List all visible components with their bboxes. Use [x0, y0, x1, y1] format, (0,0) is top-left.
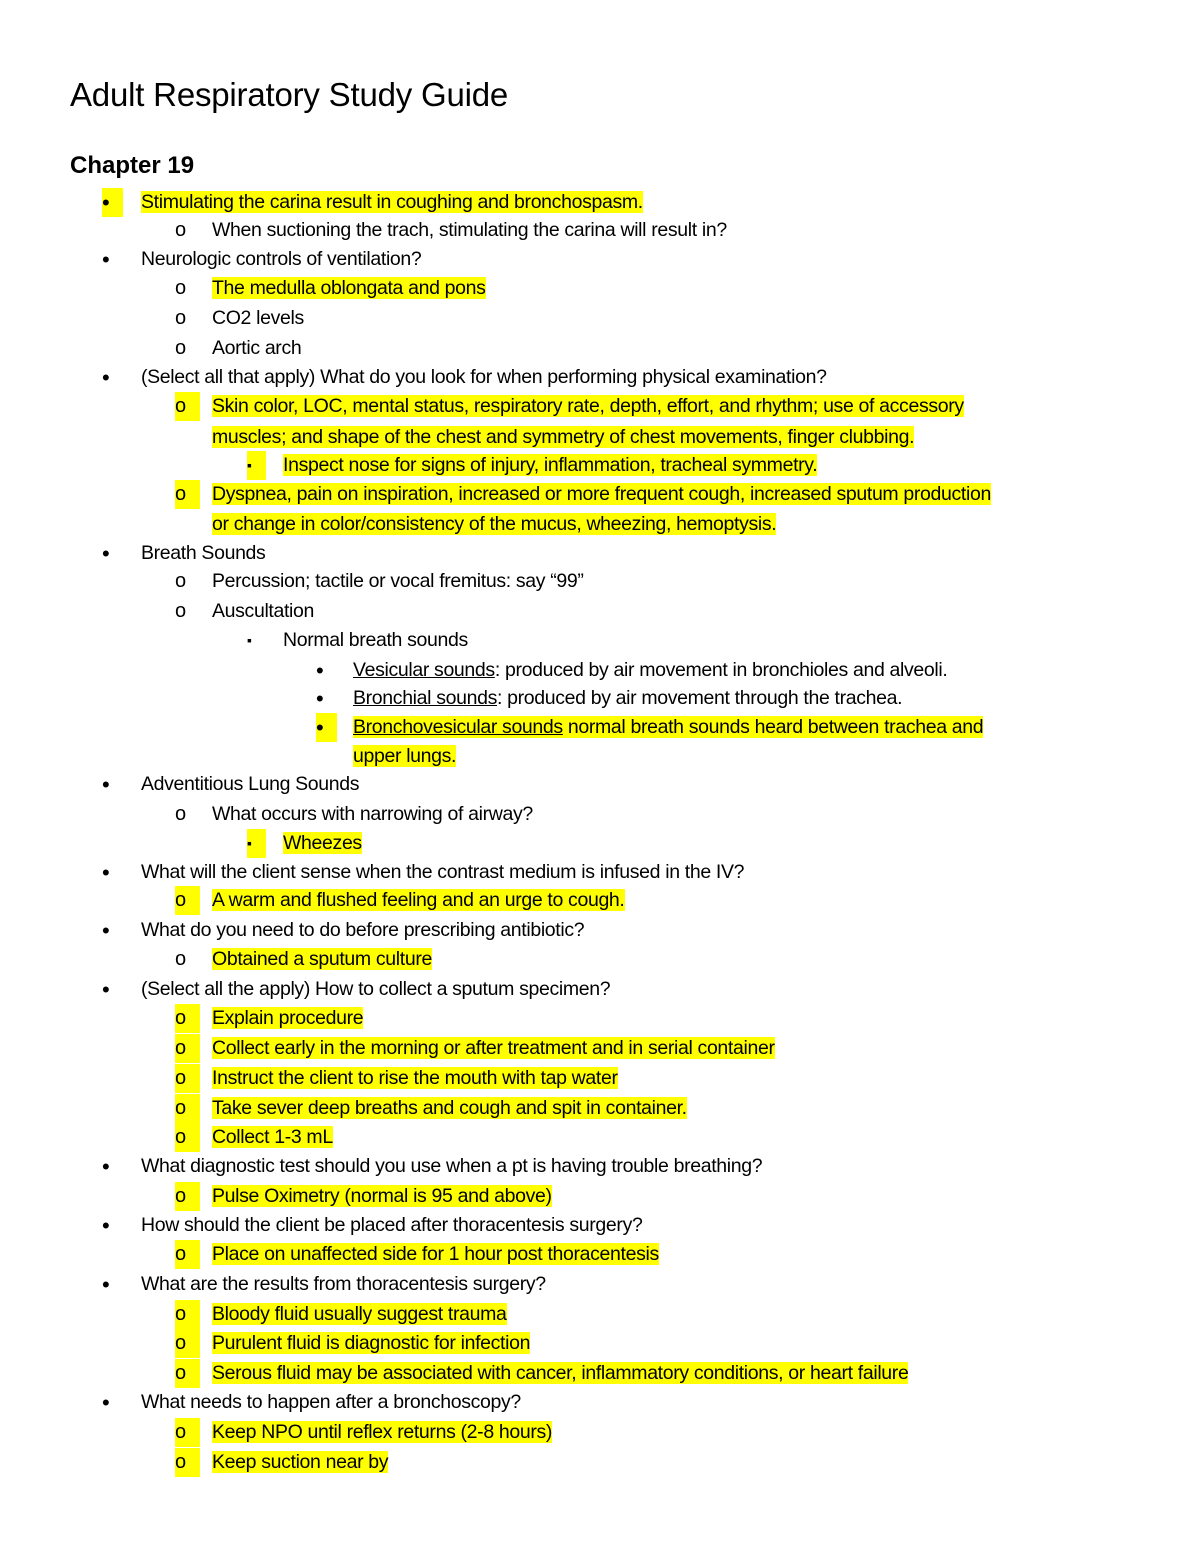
list-item-text: [212, 1359, 908, 1388]
list-item: [0, 945, 1200, 974]
list-bullet-icon: o: [175, 1004, 200, 1033]
list-item-text: [141, 1388, 521, 1417]
list-bullet-icon: •: [102, 772, 110, 797]
list-item-content: Inspect nose for signs of injury, inflammation, tracheal symmetry.: [283, 454, 818, 476]
list-item: [0, 539, 1200, 568]
list-item-text: [212, 1034, 775, 1063]
list-item-text: [353, 713, 983, 742]
list-bullet-icon: •: [102, 365, 110, 390]
list-bullet-icon: o: [175, 1329, 200, 1358]
list-item-text: [353, 656, 947, 685]
list-item-text: [212, 274, 486, 303]
list-item: [0, 1123, 1200, 1152]
list-item-content: Serous fluid may be associated with cancer, inflammatory conditions, or heart failure: [212, 1362, 909, 1384]
list-item-content: Bloody fluid usually suggest trauma: [212, 1303, 507, 1325]
list-bullet-icon: •: [102, 1272, 110, 1297]
list-item-text: [212, 216, 727, 245]
list-bullet-icon: o: [175, 1123, 200, 1152]
list-item-content: Collect 1-3 mL: [212, 1126, 333, 1148]
list-item-content: The medulla oblongata and pons: [212, 277, 486, 299]
list-item: [0, 1240, 1200, 1269]
list-item: [0, 1359, 1200, 1388]
list-item-text: [283, 829, 362, 858]
list-item-text: [212, 423, 914, 452]
list-item-content: Dyspnea, pain on inspiration, increased or more frequent cough, increased sputum production: [212, 483, 991, 505]
list-bullet-icon: •: [316, 658, 324, 683]
list-item-content: What needs to happen after a bronchoscopy?: [141, 1391, 521, 1413]
chapter-heading: Chapter 19: [70, 152, 195, 179]
list-item: [0, 713, 1200, 742]
list-item-content: Breath Sounds: [141, 542, 266, 564]
list-bullet-icon: •: [102, 860, 110, 885]
list-item-text: [212, 304, 304, 333]
list-item-text: [212, 1064, 618, 1093]
list-item-text: [212, 334, 301, 363]
list-item: [0, 567, 1200, 596]
list-item: [0, 245, 1200, 274]
list-item: [0, 1152, 1200, 1181]
list-item: [0, 1211, 1200, 1240]
list-item: [0, 742, 1200, 771]
list-item-text: [212, 1418, 552, 1447]
list-item-content: Place on unaffected side for 1 hour post thoracentesis: [212, 1243, 659, 1265]
list-bullet-icon: o: [175, 1094, 200, 1123]
list-item-text: [212, 597, 314, 626]
list-item-text: [212, 392, 964, 421]
list-item-content: Normal breath sounds: [283, 629, 468, 651]
list-bullet-icon: o: [175, 1064, 200, 1093]
list-item-text: [141, 539, 265, 568]
list-item-content: upper lungs.: [353, 745, 457, 767]
term-label: Bronchovesicular sounds: [353, 716, 563, 738]
list-item-text: [141, 858, 744, 887]
list-bullet-icon: •: [102, 918, 110, 943]
list-item-content: Skin color, LOC, mental status, respiratory rate, depth, effort, and rhythm; use of accessory: [212, 395, 964, 417]
list-item: [0, 334, 1200, 363]
list-bullet-icon: o: [175, 277, 186, 299]
list-item-content: Stimulating the carina result in coughing and bronchospasm.: [141, 191, 643, 213]
list-item-text: [353, 742, 456, 771]
list-bullet-icon: o: [175, 219, 186, 241]
list-bullet-icon: o: [175, 1300, 200, 1329]
list-bullet-icon: •: [102, 1390, 110, 1415]
list-bullet-icon: o: [175, 1448, 200, 1477]
list-item-text: [212, 480, 991, 509]
list-item-text: [141, 975, 610, 1004]
list-item-content: or change in color/consistency of the mucus, wheezing, hemoptysis.: [212, 513, 777, 535]
list-item: [0, 188, 1200, 217]
list-item-text: [141, 245, 421, 274]
list-item: [0, 886, 1200, 915]
list-bullet-icon: o: [175, 948, 186, 970]
list-item-text: [212, 1448, 388, 1477]
list-item-content: normal breath sounds heard between trachea and: [562, 716, 984, 738]
list-item: [0, 770, 1200, 799]
list-item-text: [212, 800, 533, 829]
list-item: [0, 916, 1200, 945]
list-item-content: Keep NPO until reflex returns (2-8 hours): [212, 1421, 553, 1443]
list-item: [0, 480, 1200, 509]
list-bullet-icon: ▪: [247, 632, 252, 648]
list-item-content: CO2 levels: [212, 307, 304, 329]
list-bullet-icon: ▪: [247, 829, 266, 858]
list-bullet-icon: •: [102, 1213, 110, 1238]
list-item: [0, 1270, 1200, 1299]
list-item-content: : produced by air movement through the trachea.: [497, 687, 903, 709]
list-item: [0, 858, 1200, 887]
list-bullet-icon: •: [102, 1154, 110, 1179]
list-item-text: [283, 451, 817, 480]
list-item-text: [212, 1300, 507, 1329]
list-item-content: When suctioning the trach, stimulating the carina will result in?: [212, 219, 727, 241]
list-item-content: A warm and flushed feeling and an urge to cough.: [212, 889, 625, 911]
list-item: [0, 656, 1200, 685]
list-item: [0, 274, 1200, 303]
list-item-text: [141, 1152, 762, 1181]
list-item-content: Auscultation: [212, 600, 315, 622]
list-item-content: Neurologic controls of ventilation?: [141, 248, 422, 270]
list-item-content: Explain procedure: [212, 1007, 364, 1029]
list-item: [0, 829, 1200, 858]
list-item: [0, 510, 1200, 539]
list-item: [0, 363, 1200, 392]
list-item-content: Collect early in the morning or after treatment and in serial container: [212, 1037, 775, 1059]
list-bullet-icon: o: [175, 570, 186, 592]
list-item: [0, 216, 1200, 245]
list-item: [0, 1418, 1200, 1447]
list-item-text: [212, 1240, 659, 1269]
list-item-text: [212, 1004, 363, 1033]
list-item-content: Wheezes: [283, 832, 362, 854]
list-bullet-icon: •: [316, 713, 337, 742]
list-bullet-icon: •: [102, 977, 110, 1002]
list-item-content: Obtained a sputum culture: [212, 948, 432, 970]
list-bullet-icon: o: [175, 1418, 200, 1447]
list-bullet-icon: o: [175, 337, 186, 359]
list-item-text: [212, 945, 432, 974]
list-item-text: [141, 1270, 546, 1299]
list-item: [0, 1064, 1200, 1093]
list-item: [0, 1182, 1200, 1211]
list-item: [0, 626, 1200, 655]
list-bullet-icon: ▪: [247, 451, 266, 480]
list-item-content: What are the results from thoracentesis surgery?: [141, 1273, 546, 1295]
list-item: [0, 1094, 1200, 1123]
list-item: [0, 1329, 1200, 1358]
list-item-content: Keep suction near by: [212, 1451, 389, 1473]
list-item-text: [141, 188, 643, 217]
list-item-text: [212, 567, 584, 596]
list-item: [0, 800, 1200, 829]
list-bullet-icon: o: [175, 886, 200, 915]
list-item: [0, 304, 1200, 333]
list-bullet-icon: o: [175, 1182, 200, 1211]
list-item-content: What will the client sense when the contrast medium is infused in the IV?: [141, 861, 745, 883]
list-item-content: What diagnostic test should you use when a pt is having trouble breathing?: [141, 1155, 763, 1177]
list-item-text: [141, 916, 584, 945]
list-item-content: Adventitious Lung Sounds: [141, 773, 360, 795]
term-label: Bronchial sounds: [353, 687, 497, 709]
list-item-content: What occurs with narrowing of airway?: [212, 803, 533, 825]
list-item-text: [212, 1123, 333, 1152]
list-item: [0, 1300, 1200, 1329]
list-item-content: Purulent fluid is diagnostic for infection: [212, 1332, 531, 1354]
list-item-text: [283, 626, 468, 655]
list-item: [0, 1034, 1200, 1063]
list-item-text: [353, 684, 902, 713]
list-bullet-icon: •: [102, 541, 110, 566]
list-item-content: Percussion; tactile or vocal fremitus: say “99”: [212, 570, 584, 592]
list-item-content: muscles; and shape of the chest and symmetry of chest movements, finger clubbing.: [212, 426, 915, 448]
list-item-content: What do you need to do before prescribing antibiotic?: [141, 919, 585, 941]
term-label: Vesicular sounds: [353, 659, 495, 681]
list-item-text: [212, 1329, 530, 1358]
list-item-content: (Select all the apply) How to collect a sputum specimen?: [141, 978, 611, 1000]
list-bullet-icon: o: [175, 1359, 200, 1388]
list-item: [0, 451, 1200, 480]
list-item-text: [141, 363, 827, 392]
list-item: [0, 684, 1200, 713]
list-item: [0, 975, 1200, 1004]
list-item-content: Aortic arch: [212, 337, 302, 359]
list-item-text: [212, 1094, 687, 1123]
list-item-content: Take sever deep breaths and cough and spit in container.: [212, 1097, 687, 1119]
list-bullet-icon: o: [175, 803, 186, 825]
list-item: [0, 1004, 1200, 1033]
list-bullet-icon: •: [102, 188, 123, 217]
list-item: [0, 392, 1200, 421]
list-item-text: [212, 510, 776, 539]
list-bullet-icon: o: [175, 392, 200, 421]
list-item: [0, 423, 1200, 452]
list-item-text: [141, 1211, 642, 1240]
list-item-content: Pulse Oximetry (normal is 95 and above): [212, 1185, 552, 1207]
list-bullet-icon: o: [175, 307, 186, 329]
list-item-content: How should the client be placed after thoracentesis surgery?: [141, 1214, 643, 1236]
list-bullet-icon: o: [175, 1034, 200, 1063]
list-item-content: : produced by air movement in bronchioles and alveoli.: [494, 659, 948, 681]
list-item-content: (Select all that apply) What do you look for when performing physical examination?: [141, 366, 827, 388]
list-bullet-icon: •: [102, 247, 110, 272]
list-item-text: [141, 770, 359, 799]
list-bullet-icon: •: [316, 686, 324, 711]
list-bullet-icon: o: [175, 1240, 200, 1269]
list-item: [0, 1388, 1200, 1417]
document-title: Adult Respiratory Study Guide: [70, 76, 509, 113]
list-item: [0, 597, 1200, 626]
list-item: [0, 1448, 1200, 1477]
list-item-text: [212, 1182, 552, 1211]
list-bullet-icon: o: [175, 480, 200, 509]
list-item-text: [212, 886, 625, 915]
list-bullet-icon: o: [175, 600, 186, 622]
list-item-content: Instruct the client to rise the mouth with tap water: [212, 1067, 618, 1089]
